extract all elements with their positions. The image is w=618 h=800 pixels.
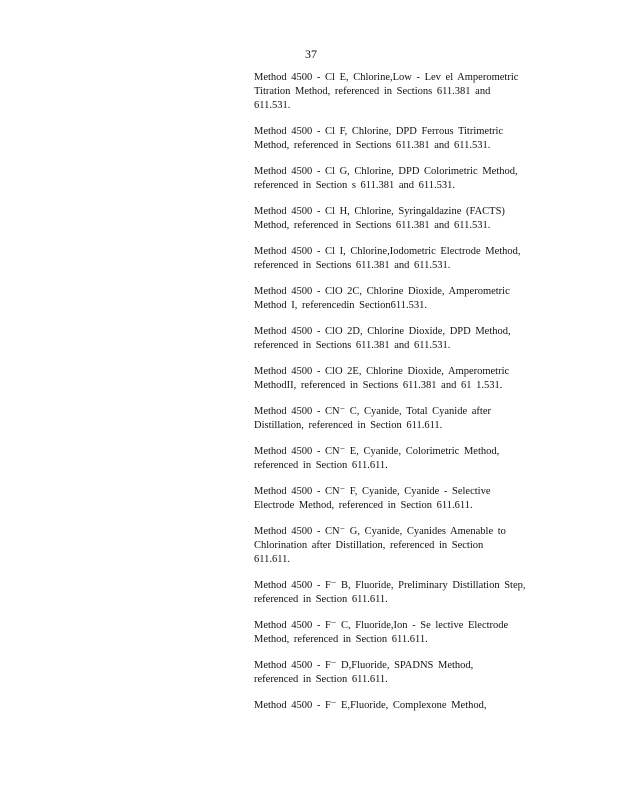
method-entry xyxy=(254,445,544,473)
method-entry xyxy=(254,71,544,113)
method-entry xyxy=(254,325,544,353)
method-entry-line: Method, referenced in Sections 611.381 and 611.531. xyxy=(254,140,491,151)
method-entry-line: Method 4500 - CN⁻ G, Cyanide, Cyanides Amenable to xyxy=(254,526,506,537)
method-entry-line: referenced in Sections 611.381 and 611.531. xyxy=(254,260,451,271)
method-entry xyxy=(254,619,544,647)
method-entry-line: referenced in Section 611.611. xyxy=(254,594,388,605)
method-entry-line: 611.531. xyxy=(254,100,291,111)
method-entry-line: referenced in Section 611.611. xyxy=(254,460,388,471)
method-entry-line: Method, referenced in Section 611.611. xyxy=(254,634,428,645)
method-entry-line: Method 4500 - ClO 2E, Chlorine Dioxide, Amperometric xyxy=(254,366,510,377)
method-entry-line: Chlorination after Distillation, referenced in Section xyxy=(254,540,484,551)
method-entry-line: referenced in Section s 611.381 and 611.531. xyxy=(254,180,456,191)
method-entry xyxy=(254,405,544,433)
method-entry xyxy=(254,579,544,607)
method-entry-line: Titration Method, referenced in Sections 611.381 and xyxy=(254,86,491,97)
method-entry xyxy=(254,659,544,687)
method-entry-line: Method 4500 - F⁻ B, Fluoride, Preliminary Distillation Step, xyxy=(254,580,526,591)
method-entry-line: Electrode Method, referenced in Section 611.611. xyxy=(254,500,473,511)
method-entry-line: Method 4500 - F⁻ C, Fluoride,Ion - Se lective Electrode xyxy=(254,620,509,631)
method-entry-line: Method 4500 - Cl I, Chlorine,Iodometric Electrode Method, xyxy=(254,246,521,257)
method-entry-line: Method 4500 - Cl E, Chlorine,Low - Lev el Amperometric xyxy=(254,72,519,83)
method-entry-line: Method, referenced in Sections 611.381 and 611.531. xyxy=(254,220,491,231)
method-entry xyxy=(254,485,544,513)
method-entry-line: Method 4500 - Cl F, Chlorine, DPD Ferrous Titrimetric xyxy=(254,126,504,137)
method-entry-line: Method 4500 - F⁻ D,Fluoride, SPADNS Method, xyxy=(254,660,474,671)
method-entry xyxy=(254,205,544,233)
method-entry-line: Method 4500 - F⁻ E,Fluoride, Complexone Method, xyxy=(254,700,487,711)
method-entry-line: Method I, referencedin Section611.531. xyxy=(254,300,427,311)
method-entry-line: 611.611. xyxy=(254,554,290,565)
method-entry-line: Method 4500 - ClO 2D, Chlorine Dioxide, DPD Method, xyxy=(254,326,511,337)
method-entry xyxy=(254,699,544,713)
method-entry-line: Method 4500 - CN⁻ E, Cyanide, Colorimetric Method, xyxy=(254,446,500,457)
method-entry-line: Method 4500 - Cl G, Chlorine, DPD Colorimetric Method, xyxy=(254,166,518,177)
method-entry xyxy=(254,285,544,313)
page-number: 37 xyxy=(305,47,317,61)
method-entry-line: referenced in Section 611.611. xyxy=(254,674,388,685)
method-entry-line: Method 4500 - CN⁻ C, Cyanide, Total Cyanide after xyxy=(254,406,491,417)
method-entry-line: Method 4500 - Cl H, Chlorine, Syringaldazine (FACTS) xyxy=(254,206,505,217)
method-entry xyxy=(254,165,544,193)
method-entry xyxy=(254,245,544,273)
method-entry xyxy=(254,525,544,567)
method-entry xyxy=(254,125,544,153)
method-entry-line: Method 4500 - ClO 2C, Chlorine Dioxide, Amperometric xyxy=(254,286,510,297)
method-entry-line: MethodII, referenced in Sections 611.381 and 61 1.531. xyxy=(254,380,503,391)
method-entry xyxy=(254,365,544,393)
method-reference-list xyxy=(254,71,544,725)
method-entry-line: Distillation, referenced in Section 611.611. xyxy=(254,420,443,431)
method-entry-line: Method 4500 - CN⁻ F, Cyanide, Cyanide - Selective xyxy=(254,486,491,497)
method-entry-line: referenced in Sections 611.381 and 611.531. xyxy=(254,340,451,351)
